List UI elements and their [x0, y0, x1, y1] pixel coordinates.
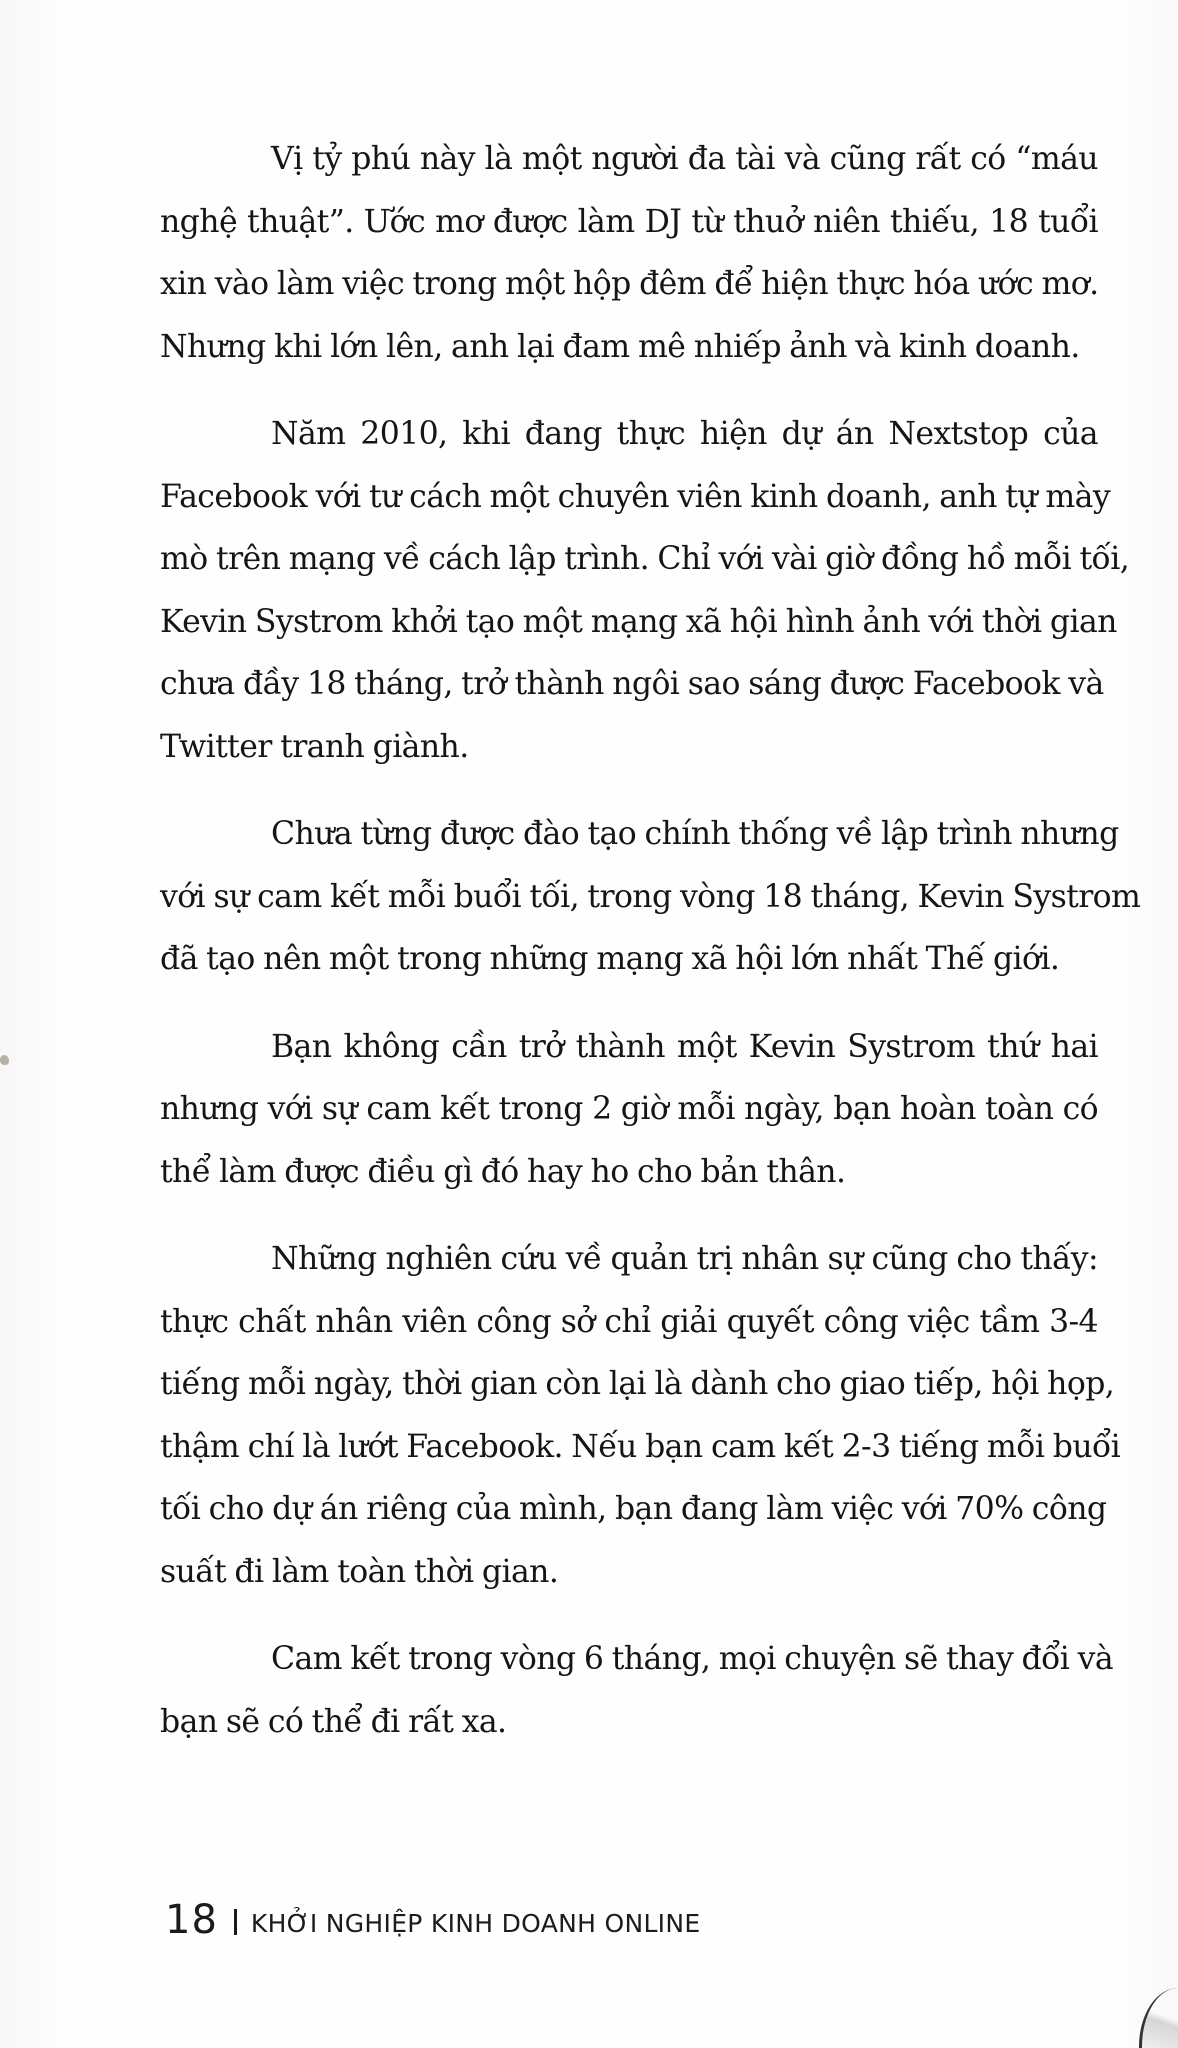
text-line: suất đi làm toàn thời gian.	[160, 1553, 559, 1590]
paragraph-2	[160, 403, 1130, 778]
text-line: tối cho dự án riêng của mình, bạn đang làm việc với 70% công	[160, 1491, 1107, 1527]
text-line: Twitter tranh giành.	[160, 728, 469, 765]
page-number: 18	[165, 1897, 218, 1943]
paragraph-4	[160, 1016, 1098, 1204]
text-line: nghệ thuật”. Ước mơ được làm DJ từ thuở niên thiếu, 18 tuổi	[160, 203, 1098, 240]
running-title: KHỞI NGHIỆP KINH DOANH ONLINE	[250, 1908, 701, 1938]
text-line: Những nghiên cứu về quản trị nhân sự cũng cho thấy:	[271, 1241, 1098, 1277]
text-line: chưa đầy 18 tháng, trở thành ngôi sao sáng được Facebook và	[160, 666, 1104, 702]
paragraph-3	[160, 803, 1141, 991]
text-line: Facebook với tư cách một chuyên viên kinh doanh, anh tự mày	[160, 478, 1111, 515]
text-line: Kevin Systrom khởi tạo một mạng xã hội hình ảnh với thời gian	[160, 603, 1117, 640]
footer-divider	[234, 1909, 237, 1935]
body-text	[160, 128, 1141, 1753]
text-line: mò trên mạng về cách lập trình. Chỉ với vài giờ đồng hồ mỗi tối,	[160, 541, 1130, 577]
paragraph-1	[160, 128, 1098, 378]
paper-speck	[0, 1055, 9, 1065]
text-line: Cam kết trong vòng 6 tháng, mọi chuyện sẽ thay đổi và	[271, 1641, 1114, 1677]
text-line: bạn sẽ có thể đi rất xa.	[160, 1703, 507, 1740]
paragraph-6	[160, 1628, 1114, 1753]
text-line: thể làm được điều gì đó hay ho cho bản thân.	[160, 1153, 846, 1190]
text-line: thậm chí là lướt Facebook. Nếu bạn cam kết 2-3 tiếng mỗi buổi	[160, 1428, 1121, 1465]
text-line: thực chất nhân viên công sở chỉ giải quyết công việc tầm 3-4	[160, 1303, 1098, 1340]
page-corner-curl	[1139, 1988, 1178, 2048]
text-line: Nhưng khi lớn lên, anh lại đam mê nhiếp ảnh và kinh doanh.	[160, 328, 1080, 365]
text-line: với sự cam kết mỗi buổi tối, trong vòng 18 tháng, Kevin Systrom	[160, 878, 1141, 915]
text-line: Chưa từng được đào tạo chính thống về lập trình nhưng	[271, 816, 1119, 852]
text-line: nhưng với sự cam kết trong 2 giờ mỗi ngày, bạn hoàn toàn có	[160, 1091, 1098, 1127]
text-line: Vị tỷ phú này là một người đa tài và cũng rất có “máu	[271, 141, 1098, 177]
paragraph-5	[160, 1228, 1121, 1603]
text-line: đã tạo nên một trong những mạng xã hội lớn nhất Thế giới.	[160, 941, 1060, 977]
page-footer	[165, 1895, 700, 1945]
text-line: Năm 2010, khi đang thực hiện dự án Nextstop của	[271, 416, 1098, 452]
text-line: xin vào làm việc trong một hộp đêm để hiện thực hóa ước mơ.	[160, 266, 1099, 302]
text-line: tiếng mỗi ngày, thời gian còn lại là dành cho giao tiếp, hội họp,	[160, 1366, 1115, 1402]
text-line: Bạn không cần trở thành một Kevin Systrom thứ hai	[271, 1028, 1098, 1065]
